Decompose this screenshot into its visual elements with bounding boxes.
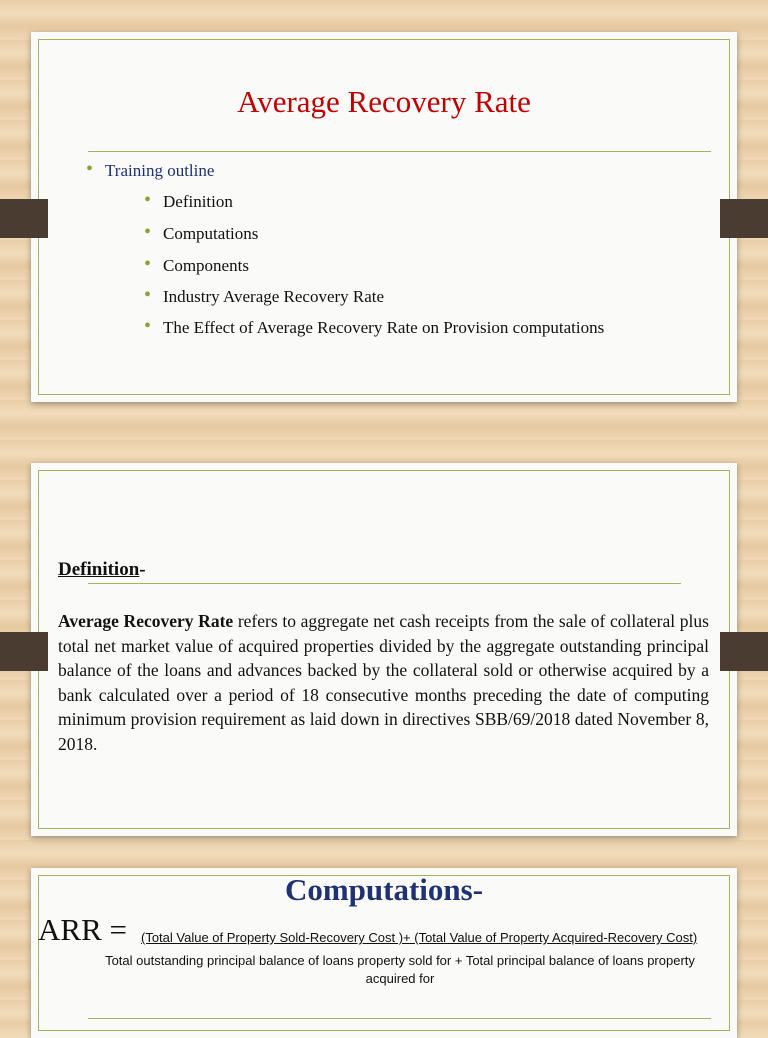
bullet-icon: • — [144, 315, 152, 337]
bullet-icon: • — [144, 221, 152, 243]
list-item — [144, 189, 233, 212]
binder-tab-left — [0, 199, 48, 238]
list-item — [144, 315, 605, 338]
slide-title: Average Recovery Rate — [237, 84, 531, 119]
definition-heading-text: Definition — [58, 559, 140, 580]
computations-divider — [88, 1018, 711, 1019]
list-item-text: Components — [163, 256, 249, 275]
list-item-text: Computations — [163, 224, 259, 243]
list-item-text: The Effect of Average Recovery Rate on Provision computations — [163, 318, 605, 337]
formula-numerator: (Total Value of Property Sold-Recovery Cost )+ (Total Value of Property Acquired-Recovery Cost) — [141, 930, 698, 945]
binder-tab-left — [0, 632, 48, 671]
definition-divider — [88, 583, 681, 584]
list-item-text: Definition — [163, 192, 233, 211]
bullet-icon: • — [144, 253, 152, 275]
title-divider — [88, 151, 711, 152]
computations-heading: Computations- — [284, 872, 484, 907]
outline-label-text: Training outline — [105, 161, 215, 180]
definition-term: Average Recovery Rate — [58, 611, 234, 631]
list-item-text: Industry Average Recovery Rate — [163, 287, 385, 306]
binder-tab-right — [720, 199, 768, 238]
slide-outline — [31, 32, 737, 402]
bullet-icon: • — [86, 158, 94, 180]
list-item — [144, 284, 385, 307]
formula-label: ARR = — [38, 912, 127, 947]
bullet-icon: • — [144, 189, 152, 211]
definition-heading-suffix: - — [139, 559, 146, 580]
bullet-icon: • — [144, 284, 152, 306]
formula-denominator: Total outstanding principal balance of loans property sold for + Total principal balance of loans property acquired for — [105, 953, 695, 986]
binder-tab-right — [720, 632, 768, 671]
definition-body — [58, 609, 709, 756]
list-item — [144, 221, 259, 244]
list-item — [144, 253, 249, 276]
outline-label — [86, 158, 215, 181]
slide-definition — [31, 463, 737, 836]
definition-text: refers to aggregate net cash receipts from the sale of collateral plus total net market value of acquired properties divided by the aggregate outstanding principal balance of the loans and advances backed by the collateral sold or otherwise acquired by a bank calculated over a period of 18 consecutive months preceding the date of computing minimum provision requirement as laid down in directives SBB/69/2018 dated November 8, 2018. — [58, 611, 709, 754]
definition-heading — [58, 559, 146, 581]
